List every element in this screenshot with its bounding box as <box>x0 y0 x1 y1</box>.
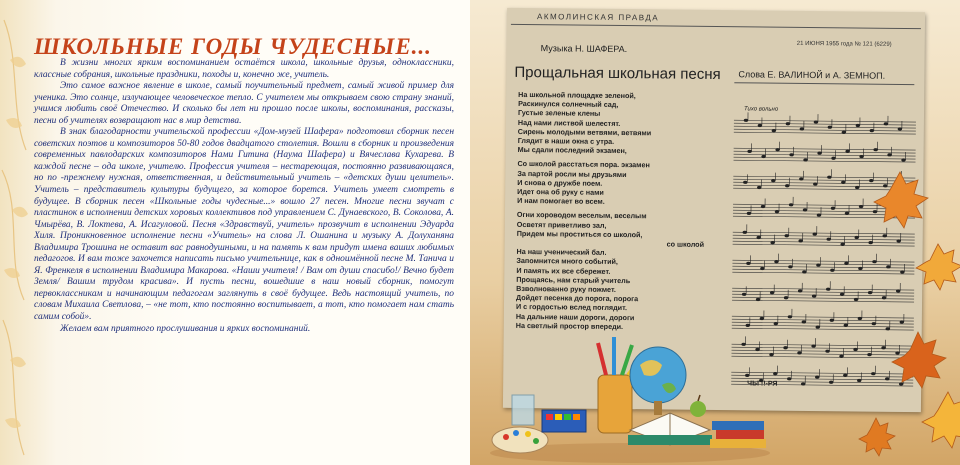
lyric-line: Со школой расстаться пора. экзамен <box>517 159 650 170</box>
lyric-line: Осветят приветливо зал, <box>516 219 607 230</box>
open-book <box>628 413 712 445</box>
note-head <box>826 288 830 291</box>
note-head <box>788 265 792 268</box>
article-body <box>34 58 454 335</box>
note-head <box>784 296 788 299</box>
lyric-line: Взволнованно руку пожмет. <box>516 283 616 295</box>
divider <box>734 82 914 85</box>
note-head <box>743 231 747 234</box>
note-head <box>786 122 790 125</box>
music-credit: Музыка Н. ШАФЕРА. <box>540 43 628 55</box>
divider <box>511 24 921 29</box>
note-head <box>785 234 789 237</box>
lyric-line: И нам помогает во всем. <box>517 196 605 207</box>
staff-line <box>734 120 916 122</box>
paragraph-intro: В жизни многих ярким воспоминанием остаётся школа, школьные друзья, одноклассники, классные собрания, школьные праздники, походы и, конечно же, учитель. <box>34 58 454 80</box>
note-head <box>743 181 747 184</box>
note-head <box>829 381 833 384</box>
lyric-line: Густые зеленые клены <box>517 108 601 119</box>
note-head <box>830 269 834 272</box>
paragraph-teacher: Это самое важное явление в школе, самый поучительный предмет, самый живой пример для ученика. Это солнце, излучающее человеческое тепло. С учителем мы открываем свою страну знаний, учимся любить своё Отечество. И сколько бы лет ни прошло после школы, воспоминания, рассказы, песни об учителях возвращают нас в мир детства. <box>34 81 454 126</box>
lyric-line: со школой <box>666 239 705 249</box>
lyric-line: Над нами листвой шелестят. <box>517 117 621 128</box>
note-head <box>827 176 831 179</box>
lyric-line: Запомнится много событий, <box>516 256 618 267</box>
lyric-line: На дальние наши дороги, дороги <box>515 311 635 322</box>
note-head <box>747 150 751 153</box>
note-head <box>825 350 829 353</box>
lyric-line: Прощаясь, нам старый учитель <box>516 274 631 285</box>
note-head <box>787 377 791 380</box>
note-head <box>746 262 750 265</box>
decorative-leaves-left <box>0 0 36 465</box>
paint-box <box>542 410 586 432</box>
paint-palette <box>492 427 548 453</box>
note-head <box>789 203 793 206</box>
note-head <box>783 346 787 349</box>
lyric-line: Сирень молодыми ветвями, ветвями <box>517 126 652 138</box>
note-head <box>826 238 830 241</box>
newspaper-masthead: АКМОЛИНСКАЯ ПРАВДА <box>536 12 660 23</box>
note-head <box>789 153 793 156</box>
note-head <box>831 207 835 210</box>
apple <box>690 395 706 417</box>
note-head <box>747 212 751 215</box>
note-head <box>831 157 835 160</box>
staff-line <box>734 129 916 131</box>
lyric-line: На наш ученический бал. <box>516 247 607 258</box>
note-head <box>742 293 746 296</box>
song-title: Прощальная школьная песня <box>514 63 721 84</box>
song-lyrics <box>516 90 724 332</box>
score-ending-mark: ЧЫ !!-РЯ <box>747 380 778 388</box>
lyric-line: И снова о дружбе поем. <box>517 177 603 188</box>
lyric-line: Глядит в наши окна с утра. <box>517 135 615 146</box>
paragraph-collection: В знак благодарности учительской профессии «Дом-музей Шафера» подготовил сборник песен советских поэтов и композиторов 50-80 годов двадцатого столетия. Вошли в сборник и произведения современных павлодарских композиторов Нами Гитина (Наума Шафера) и Вячеслава Кухарева. В каждой песне – ода школе, учителю. Профессия учителя – нестареющая, постоянно развивающаяся, но по -прежнему нужная, ответственная, и действительный учитель – «детских души целитель». Учитель – представитель культуры будущего, за которое борется. Учитель умеет смотреть в будущее. В сборник песен «Школьные годы чудесные...» вошло 27 песен. Многие песни звучат с пластинок в исполнении детских хоровых коллективов под управлением С. Дунаевского, В. Соколова, А. Чмырёва, В. Локтева, А. Исагуловой. Песня «Здравствуй, учитель» прозвучит в исполнении Эдуарда Хиля. Проникновенное исполнение песни «Учитель» на слова Л. Ошанина и музыку А. Долуханяна Владимира Трошина не оставит вас равнодушными, и на память к вам придут имена ваших любимых педагогов. И вам тоже захочется написать письмо учительнице, как в одноимённой песне М. Танича и Я. Френкеля в исполнении Владимира Макарова. «Наши учителя! / Вам от души спасибо!/ Вечно будет Земля/ Вашим трудом красива». И пусть песни, вошедшие в наш новый сборник, помогут первоклассникам и начинающим педагогам заглянуть в своё будущее. Ведь настоящий учитель, по словам Михаила Светлова, – «не тот, кто постоянно воспитывает, а тот, кто помогает нам стать самим собой». <box>34 127 454 323</box>
note-head <box>828 126 832 129</box>
lyric-line: И память их все сбережет. <box>516 265 611 276</box>
paragraph-wishes: Желаем вам приятного прослушивания и ярких воспоминаний. <box>60 323 311 334</box>
note-head <box>785 184 789 187</box>
lyric-line: И с гордостью вслед поглядит. <box>515 302 628 313</box>
words-credit: Слова Е. ВАЛИНОЙ и А. ЗЕМНОП. <box>738 69 886 81</box>
books-stack <box>710 421 766 448</box>
lyric-line: Идет она об руку с нами <box>517 186 604 197</box>
lyric-line: За партой росли мы друзьями <box>517 168 627 179</box>
school-supplies-illustration <box>480 335 770 465</box>
note-head <box>870 129 874 132</box>
lyric-line: Дойдет песенка до порога, порога <box>516 293 639 304</box>
article-title: ШКОЛЬНЫЕ ГОДЫ ЧУДЕСНЫЕ... <box>34 34 432 59</box>
globe <box>630 347 686 415</box>
note-head <box>788 315 792 318</box>
lyric-line: На светлый простор впереди. <box>515 320 624 331</box>
newspaper-date: 21 ИЮНЯ 1955 года № 121 (6229) <box>796 40 892 48</box>
note-head <box>746 324 750 327</box>
note-head <box>830 319 834 322</box>
glass-cup <box>512 395 534 425</box>
lyric-line: Придем мы проститься со школой, <box>516 228 643 240</box>
lyric-line: Мы сдали последний экзамен, <box>517 145 627 156</box>
lyric-line: Раскинулся солнечный сад, <box>518 99 619 110</box>
staff-line <box>734 132 916 134</box>
note-head <box>744 119 748 122</box>
article-panel <box>0 0 470 465</box>
tempo-mark: Тихо вольно <box>744 106 779 113</box>
lyric-line: На школьной площадке зеленой, <box>518 89 636 101</box>
lyric-line: Огни хороводом веселым, веселым <box>516 210 647 221</box>
autumn-leaves-decoration <box>850 150 960 465</box>
